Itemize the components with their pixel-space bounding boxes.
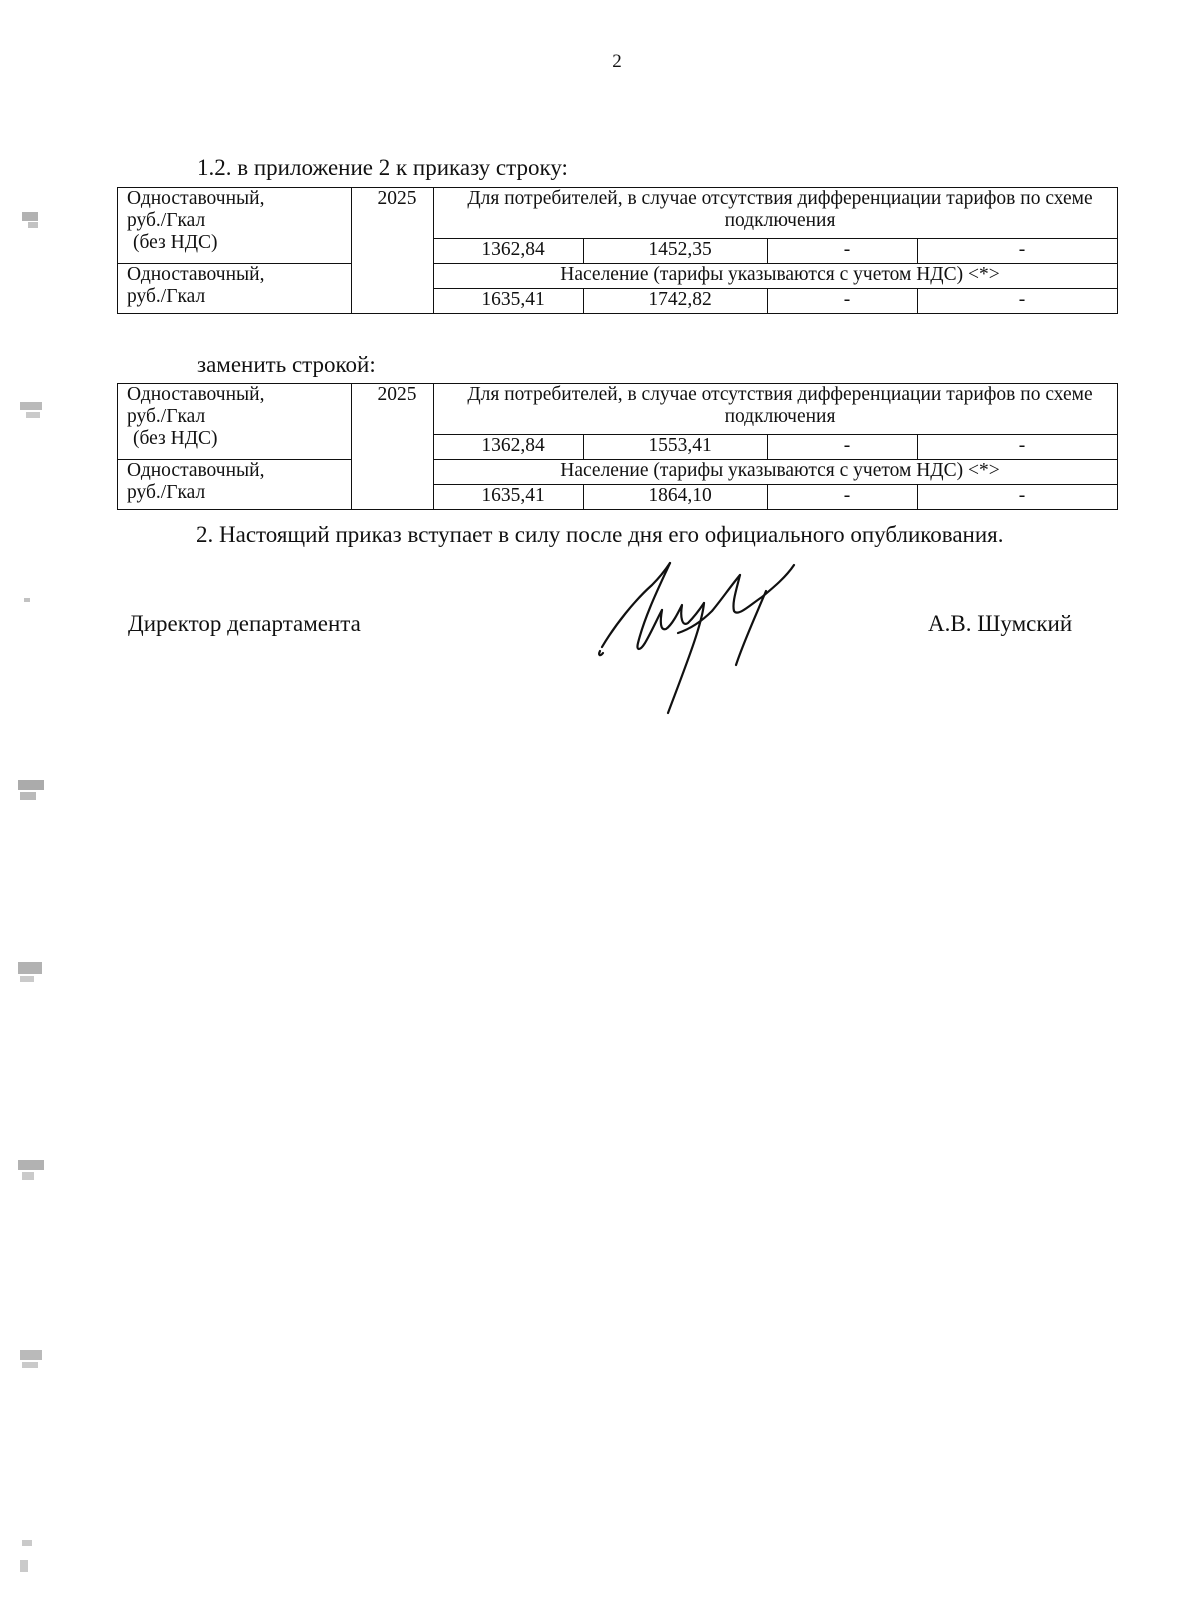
signatory-name: А.В. Шумский [928, 611, 1073, 636]
year-cell: 2025 [352, 384, 434, 510]
tariff-value-cell: - [768, 485, 918, 510]
population-description-cell: Население (тарифы указываются с учетом НДС) <*> [434, 264, 1118, 289]
label-line: (без НДС) [133, 428, 218, 449]
section-heading-replacement: заменить строкой: [197, 352, 376, 377]
consumers-description-cell: Для потребителей, в случае отсутствия дифференциации тарифов по схеме подключения [434, 188, 1118, 239]
label-line: Одноставочный, [127, 264, 265, 285]
tariff-value-cell: - [768, 239, 918, 264]
label-line: Одноставочный, [127, 188, 265, 209]
label-line: руб./Гкал [127, 406, 206, 427]
tariff-value-cell: - [918, 239, 1118, 264]
label-line: руб./Гкал [127, 210, 206, 231]
tariff-value-cell: 1362,84 [434, 435, 584, 460]
label-line: Одноставочный, [127, 460, 265, 481]
tariff-value-cell: 1362,84 [434, 239, 584, 264]
label-line: руб./Гкал [127, 482, 206, 503]
label-line: (без НДС) [133, 232, 218, 253]
tariff-label-cell [118, 188, 352, 264]
population-description-cell: Население (тарифы указываются с учетом НДС) <*> [434, 460, 1118, 485]
tariff-label-cell [118, 264, 352, 314]
tariff-value-cell: 1864,10 [584, 485, 768, 510]
tariff-value-cell: - [918, 435, 1118, 460]
tariff-value-cell: - [768, 289, 918, 314]
tariff-value-cell: 1742,82 [584, 289, 768, 314]
year-cell: 2025 [352, 188, 434, 314]
tariff-table-replacement [117, 383, 1118, 510]
section-heading-original: 1.2. в приложение 2 к приказу строку: [197, 155, 568, 180]
handwritten-signature [590, 555, 810, 725]
scan-edge-noise [0, 0, 90, 1599]
tariff-value-cell: 1452,35 [584, 239, 768, 264]
tariff-value-cell: - [918, 289, 1118, 314]
tariff-value-cell: - [918, 485, 1118, 510]
tariff-value-cell: - [768, 435, 918, 460]
tariff-label-cell [118, 384, 352, 460]
clause-2-body: 2. Настоящий приказ вступает в силу после дня его официального опубликования. [196, 522, 1004, 547]
label-line: Одноставочный, [127, 384, 265, 405]
tariff-table-original [117, 187, 1118, 314]
tariff-value-cell: 1635,41 [434, 289, 584, 314]
tariff-value-cell: 1635,41 [434, 485, 584, 510]
tariff-label-cell [118, 460, 352, 510]
consumers-description-cell: Для потребителей, в случае отсутствия дифференциации тарифов по схеме подключения [434, 384, 1118, 435]
page-number: 2 [612, 51, 622, 72]
clause-2-text [128, 520, 1103, 549]
signatory-title: Директор департамента [128, 611, 361, 636]
label-line: руб./Гкал [127, 286, 206, 307]
tariff-value-cell: 1553,41 [584, 435, 768, 460]
